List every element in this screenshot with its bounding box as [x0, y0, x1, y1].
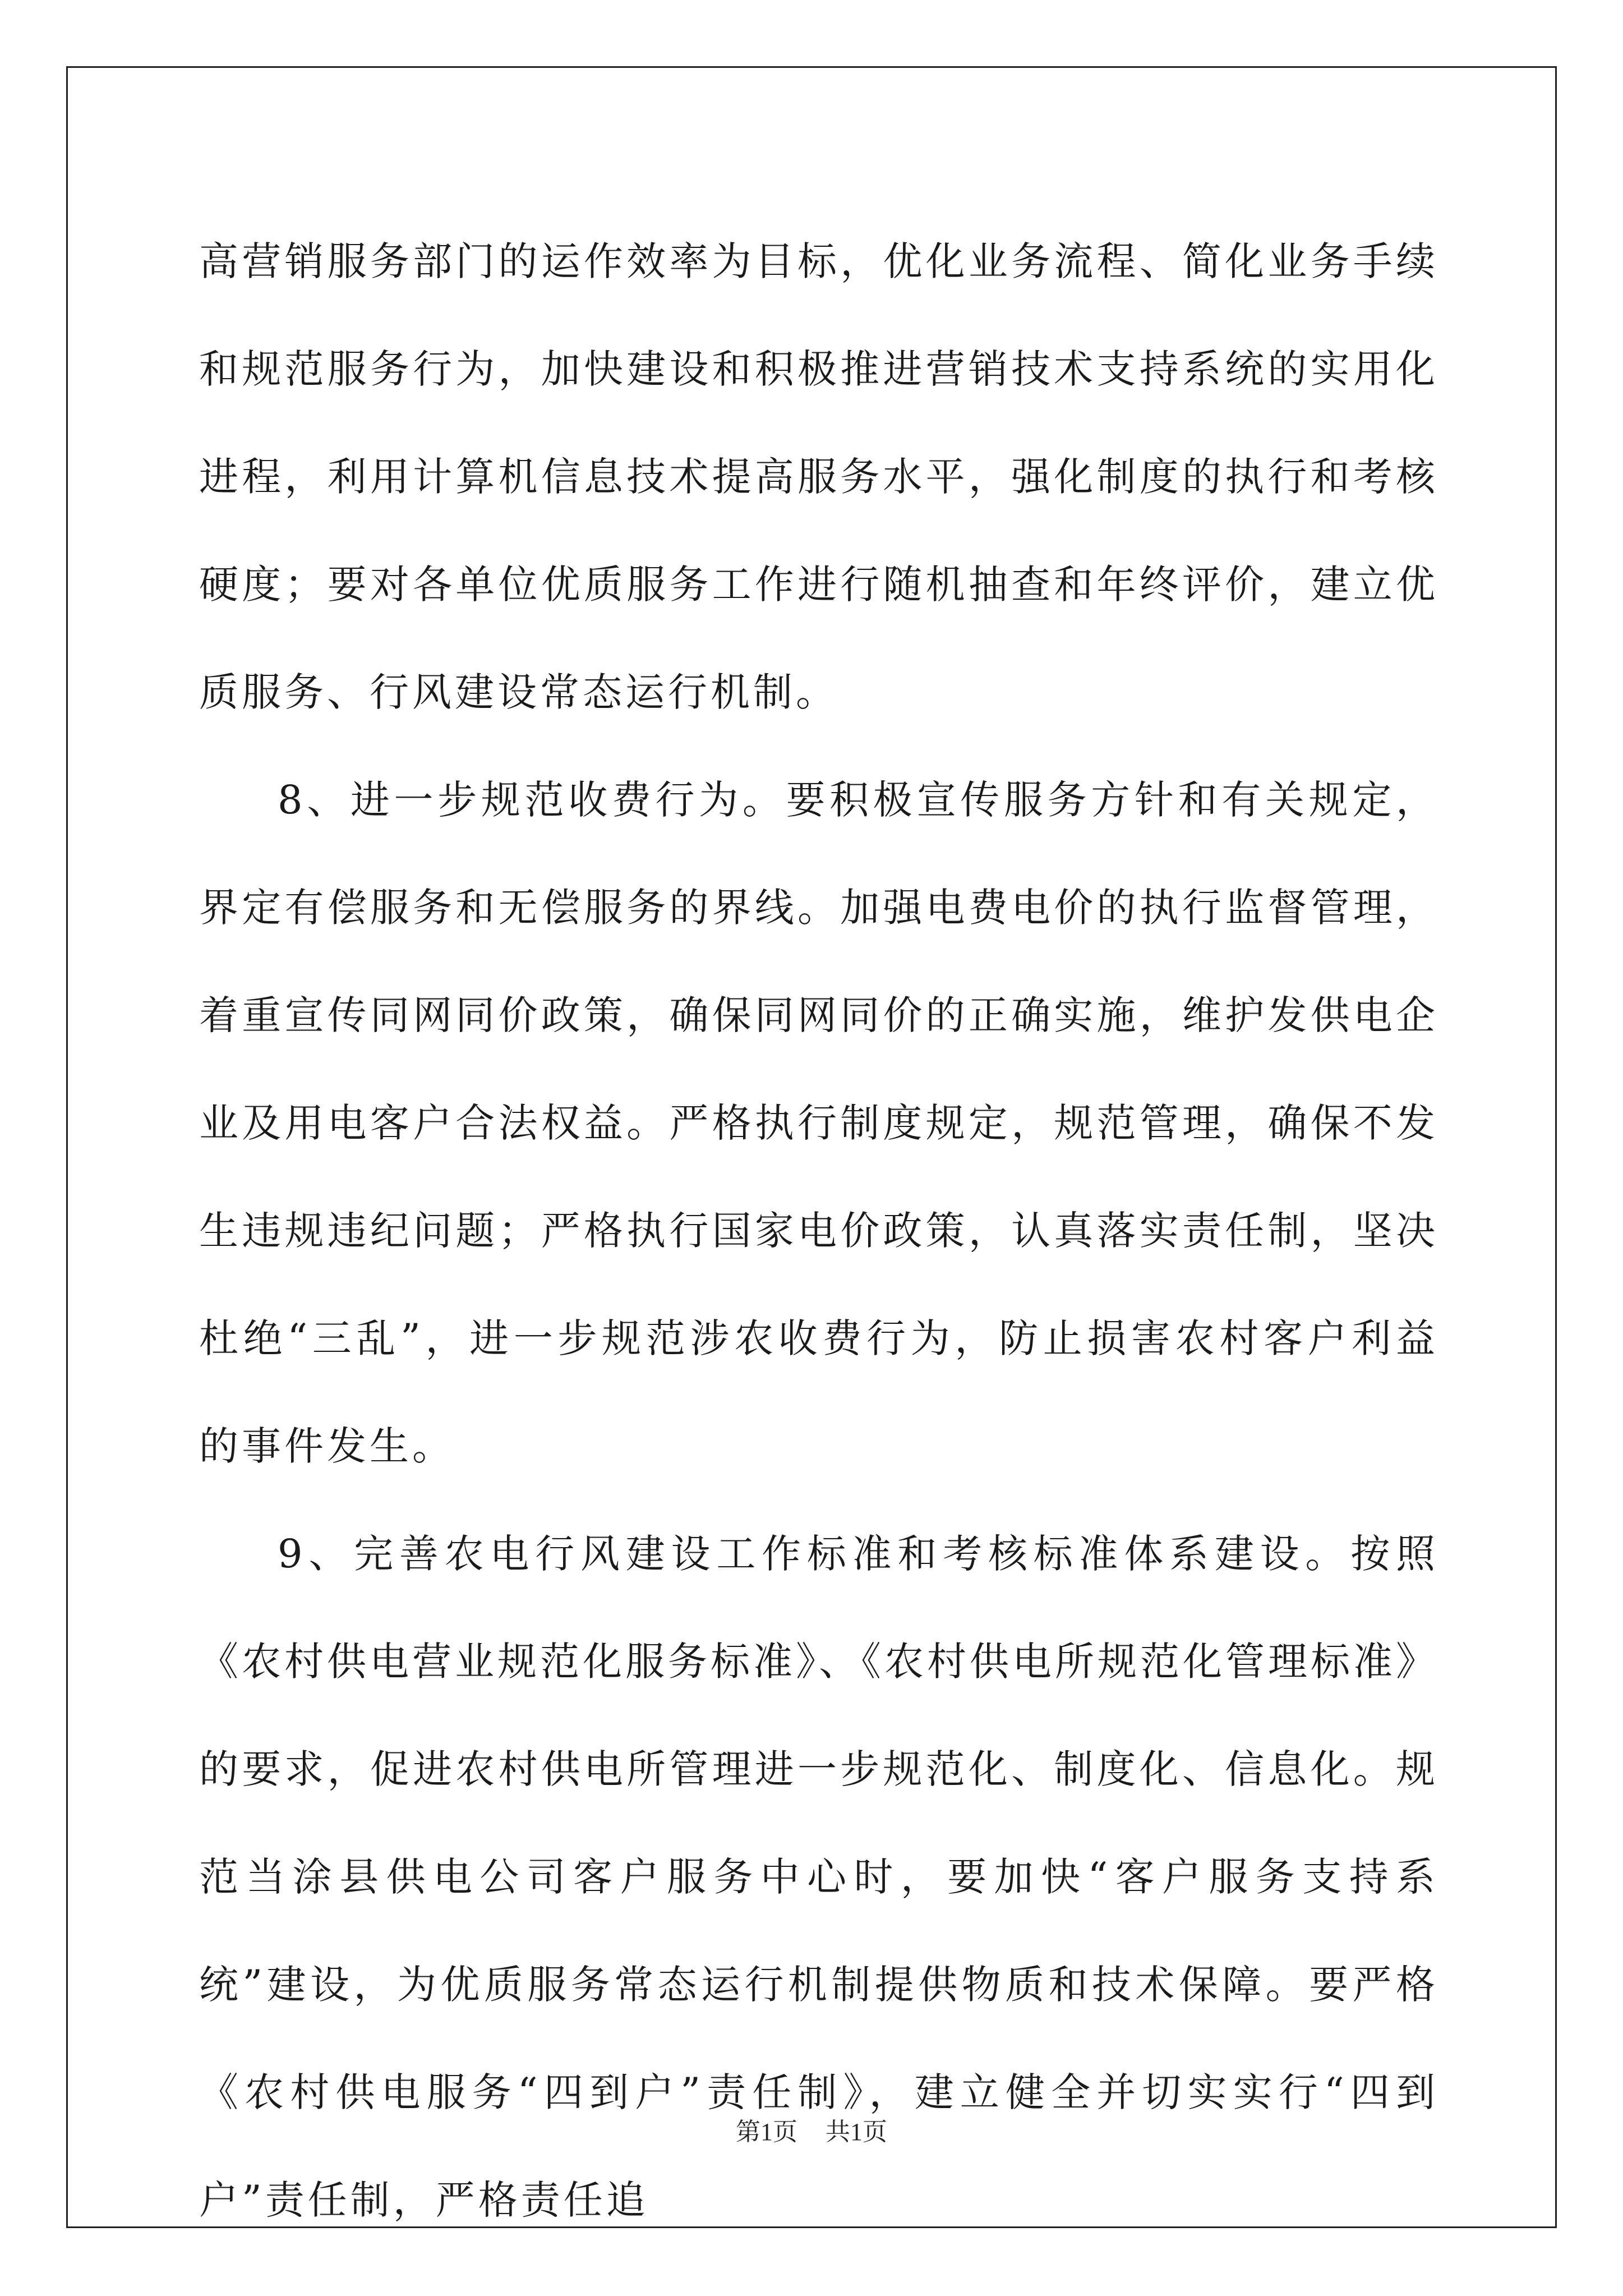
page-number: 第1页: [736, 2118, 797, 2146]
page-footer: [0, 2111, 1623, 2147]
paragraph-1: 高营销服务部门的运作效率为目标，优化业务流程、简化业务手续和规范服务行为，加快建设和积极推进营销技术支持系统的实用化进程，利用计算机信息技术提高服务水平，强化制度的执行和考核硬度；要对各单位优质服务工作进行随机抽查和年终评价，建立优质服务、行风建设常态运行机制。: [199, 238, 1438, 715]
document-body: [199, 208, 1438, 2254]
page-total: 共1页: [826, 2118, 887, 2146]
paragraph-3: 9、完善农电行风建设工作标准和考核标准体系建设。按照《农村供电营业规范化服务标准》、《农村供电所规范化管理标准》的要求，促进农村供电所管理进一步规范化、制度化、信息化。规范当涂县供电公司客户服务中心时，要加快“客户服务支持系统”建设，为优质服务常态运行机制提供物质和技术保障。要严格《农村供电服务“四到户”责任制》，建立健全并切实实行“四到户”责任制，严格责任追: [199, 1531, 1438, 2223]
paragraph-2: 8、进一步规范收费行为。要积极宣传服务方针和有关规定，界定有偿服务和无偿服务的界线。加强电费电价的执行监督管理，着重宣传同网同价政策，确保同网同价的正确实施，维护发供电企业及用电客户合法权益。严格执行制度规定，规范管理，确保不发生违规违纪问题；严格执行国家电价政策，认真落实责任制，坚决杜绝“三乱”，进一步规范涉农收费行为，防止损害农村客户利益的事件发生。: [199, 777, 1438, 1469]
